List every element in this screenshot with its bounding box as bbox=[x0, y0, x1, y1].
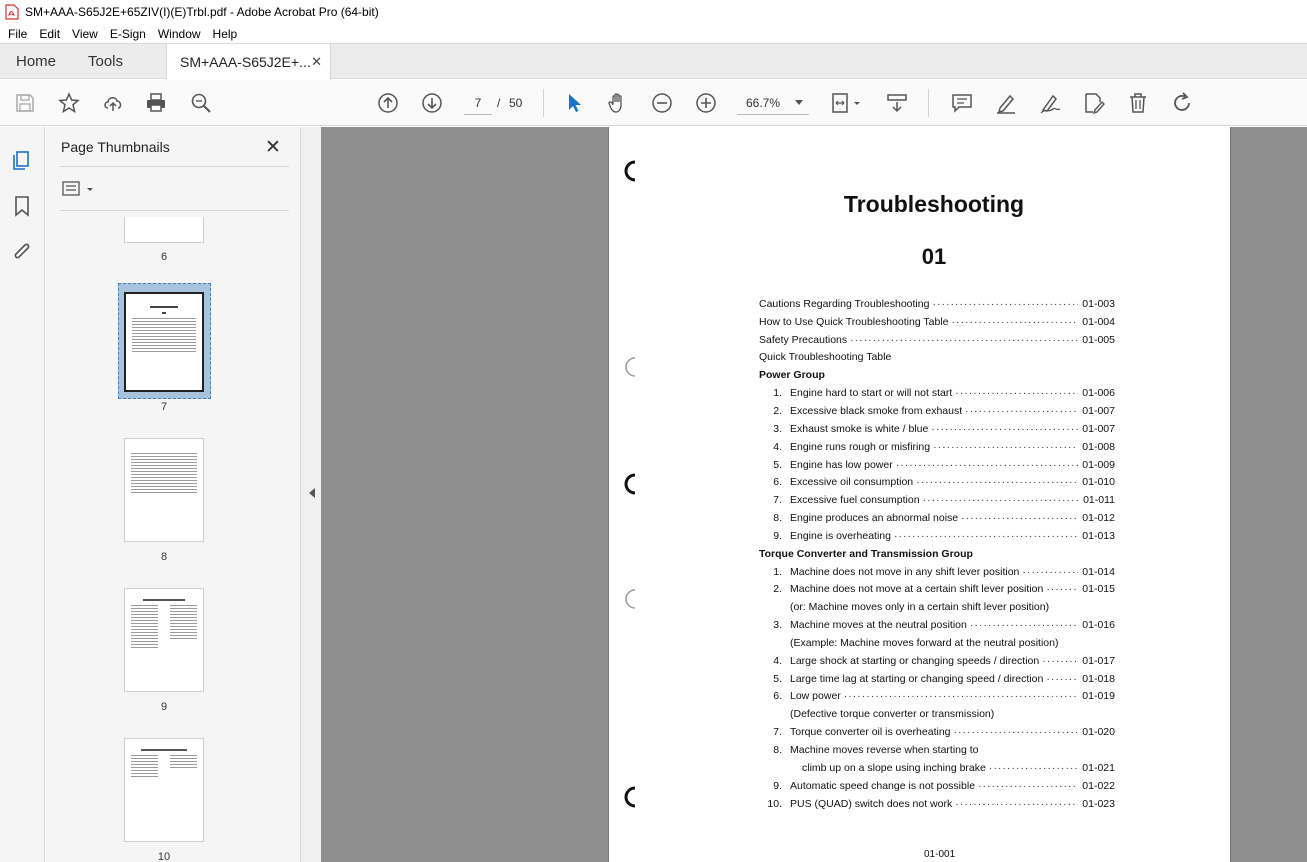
toc-item-title: Large shock at starting or changing speeds / direction bbox=[790, 654, 1040, 667]
toc-item-number: 6. bbox=[773, 690, 782, 703]
search-zoom-icon[interactable] bbox=[189, 91, 213, 115]
toolbar-divider bbox=[543, 89, 544, 117]
toc-page-ref: 01-016 bbox=[1082, 619, 1115, 632]
toc-item-title: Engine is overheating bbox=[790, 529, 891, 542]
close-tab-icon[interactable]: ✕ bbox=[311, 54, 322, 69]
toc-item-title: Torque Converter and Transmission Group bbox=[759, 547, 973, 560]
toc-item-title: Engine runs rough or misfiring bbox=[790, 440, 931, 453]
toc-leader-dots bbox=[1022, 566, 1078, 578]
thumbnail-page-9[interactable] bbox=[124, 588, 204, 692]
toc-item-title: Excessive fuel consumption bbox=[790, 494, 920, 507]
toc-item-title: (Defective torque converter or transmission) bbox=[790, 708, 995, 721]
toc-item-title: Machine moves at the neutral position bbox=[790, 619, 967, 632]
toc-page-ref: 01-008 bbox=[1082, 440, 1115, 453]
toolbar bbox=[0, 80, 1307, 126]
toc-row[interactable] bbox=[759, 723, 1115, 741]
pdf-page bbox=[608, 127, 1231, 862]
toc-item-title: Exhaust smoke is white / blue bbox=[790, 422, 929, 435]
comment-icon[interactable] bbox=[950, 91, 974, 115]
toc-row[interactable] bbox=[759, 616, 1115, 634]
toc-item-title: Engine has low power bbox=[790, 458, 893, 471]
page-number-input[interactable] bbox=[464, 91, 492, 115]
toc-page-ref: 01-015 bbox=[1082, 583, 1115, 596]
pdf-app-icon bbox=[5, 4, 19, 20]
thumbnail-page-7[interactable] bbox=[124, 292, 204, 392]
toc-item-number: 10. bbox=[767, 797, 782, 810]
toc-page-ref: 01-019 bbox=[1082, 690, 1115, 703]
toc-page-ref: 01-006 bbox=[1082, 387, 1115, 400]
menu-edit[interactable]: Edit bbox=[39, 26, 61, 41]
toc-page-ref: 01-021 bbox=[1082, 761, 1115, 774]
toc-item-title: Engine hard to start or will not start bbox=[790, 387, 953, 400]
toc-leader-dots bbox=[931, 423, 1078, 435]
toc-row[interactable] bbox=[759, 420, 1115, 438]
toc-row[interactable] bbox=[759, 795, 1115, 813]
toc-page-ref: 01-012 bbox=[1082, 512, 1115, 525]
highlight-pen-icon[interactable] bbox=[994, 91, 1018, 115]
toc-row[interactable] bbox=[759, 366, 1115, 384]
cloud-upload-icon[interactable] bbox=[101, 91, 125, 115]
next-page-icon[interactable] bbox=[420, 91, 444, 115]
toc-leader-dots bbox=[850, 334, 1078, 346]
toc-leader-dots bbox=[961, 512, 1078, 524]
toc-item-title: Machine does not move at a certain shift lever position bbox=[790, 583, 1044, 596]
toc-row[interactable] bbox=[759, 491, 1115, 509]
toc-row[interactable] bbox=[759, 705, 1115, 723]
toc-row[interactable] bbox=[759, 384, 1115, 402]
toc-row[interactable] bbox=[759, 295, 1115, 313]
thumbnail-page-8[interactable] bbox=[124, 438, 204, 542]
toc-leader-dots bbox=[978, 780, 1078, 792]
toc-leader-dots bbox=[965, 405, 1078, 417]
toc-row[interactable] bbox=[759, 331, 1115, 349]
zoom-level-dropdown[interactable] bbox=[737, 91, 809, 115]
bookmark-icon[interactable] bbox=[10, 194, 34, 218]
toc-item-title: Automatic speed change is not possible bbox=[790, 779, 976, 792]
toc-page-ref: 01-014 bbox=[1082, 565, 1115, 578]
toc-item-title: Machine does not move in any shift lever position bbox=[790, 565, 1020, 578]
toc-page-ref: 01-018 bbox=[1082, 672, 1115, 685]
divider bbox=[60, 210, 289, 211]
toc-row[interactable] bbox=[759, 349, 1115, 367]
page-title: Troubleshooting bbox=[843, 191, 1025, 217]
toc-leader-dots bbox=[1042, 655, 1078, 667]
thumbnail-page-number: 8 bbox=[160, 551, 168, 563]
toc-item-number: 4. bbox=[773, 440, 782, 453]
save-icon[interactable] bbox=[13, 91, 37, 115]
divider bbox=[60, 166, 289, 167]
toc-item-number: 3. bbox=[773, 619, 782, 632]
toc-leader-dots bbox=[844, 690, 1078, 702]
toc-item-title: Cautions Regarding Troubleshooting bbox=[759, 297, 930, 310]
thumbnails-panel-title: Page Thumbnails bbox=[61, 139, 170, 155]
toc-item-number: 5. bbox=[773, 458, 782, 471]
toc-item-title: Machine moves reverse when starting to bbox=[790, 744, 979, 757]
thumbnail-page-10[interactable] bbox=[124, 738, 204, 842]
thumbnail-page-6[interactable] bbox=[124, 217, 204, 243]
scroll-mode-icon[interactable] bbox=[885, 91, 909, 115]
toc-leader-dots bbox=[1046, 673, 1078, 685]
toc-row[interactable] bbox=[759, 509, 1115, 527]
page-fit-icon[interactable] bbox=[830, 91, 864, 115]
toc-row[interactable] bbox=[759, 759, 1115, 777]
toc-row[interactable] bbox=[759, 402, 1115, 420]
toc-page-ref: 01-003 bbox=[1082, 297, 1115, 310]
toc-row[interactable] bbox=[759, 313, 1115, 331]
toc-item-title: PUS (QUAD) switch does not work bbox=[790, 797, 953, 810]
thumbnails-panel bbox=[46, 127, 300, 862]
toc-item-title: Engine produces an abnormal noise bbox=[790, 512, 959, 525]
tab-bar bbox=[0, 43, 1307, 79]
toc-row[interactable] bbox=[759, 456, 1115, 474]
toc-item-number: 2. bbox=[773, 583, 782, 596]
toc-leader-dots bbox=[932, 298, 1078, 310]
document-viewer[interactable] bbox=[321, 127, 1307, 862]
toc-row[interactable] bbox=[759, 527, 1115, 545]
panel-collapse-splitter[interactable] bbox=[300, 127, 321, 862]
title-bar bbox=[0, 0, 1307, 24]
previous-page-icon[interactable] bbox=[376, 91, 400, 115]
toc-leader-dots bbox=[955, 387, 1078, 399]
select-cursor-icon[interactable] bbox=[562, 91, 586, 115]
delete-trash-icon[interactable] bbox=[1126, 91, 1150, 115]
toc-item-number: 5. bbox=[773, 672, 782, 685]
toc-row[interactable] bbox=[759, 777, 1115, 795]
menu-bar bbox=[0, 24, 1307, 43]
zoom-level-value: 66.7% bbox=[746, 96, 781, 110]
toc-page-ref: 01-022 bbox=[1082, 779, 1115, 792]
rotate-icon[interactable] bbox=[1170, 91, 1194, 115]
toc-page-ref: 01-011 bbox=[1083, 494, 1115, 507]
toc-leader-dots bbox=[896, 459, 1078, 471]
toc-item-title: Safety Precautions bbox=[759, 333, 848, 346]
thumbnail-page-number: 7 bbox=[160, 401, 168, 413]
toolbar-divider bbox=[928, 89, 929, 117]
punch-hole-mark bbox=[623, 356, 639, 378]
toc-item-title: Quick Troubleshooting Table bbox=[759, 351, 892, 364]
toc-item-number: 7. bbox=[773, 726, 782, 739]
tab-home[interactable]: Home bbox=[16, 53, 57, 70]
page-thumbnails-icon[interactable] bbox=[10, 148, 34, 172]
toc-item-title: Excessive black smoke from exhaust bbox=[790, 404, 963, 417]
toc-item-title: climb up on a slope using inching brake bbox=[802, 761, 986, 774]
toc-row[interactable] bbox=[759, 545, 1115, 563]
tab-document[interactable] bbox=[166, 44, 331, 80]
edit-pdf-icon[interactable] bbox=[1082, 91, 1106, 115]
thumbnail-options-menu[interactable] bbox=[62, 180, 94, 198]
toc-leader-dots bbox=[952, 316, 1079, 328]
page-total: 50 bbox=[509, 96, 523, 110]
toc-item-number: 9. bbox=[773, 779, 782, 792]
print-icon[interactable] bbox=[144, 91, 168, 115]
toc-page-ref: 01-010 bbox=[1082, 476, 1115, 489]
toc-page-ref: 01-009 bbox=[1082, 458, 1115, 471]
toc-page-ref: 01-007 bbox=[1082, 422, 1115, 435]
thumbnail-list bbox=[46, 217, 282, 862]
toc-page-ref: 01-023 bbox=[1082, 797, 1115, 810]
toc-item-number: 8. bbox=[773, 512, 782, 525]
toc-row[interactable] bbox=[759, 598, 1115, 616]
punch-hole-mark bbox=[623, 786, 639, 808]
chevron-down-icon bbox=[795, 100, 803, 105]
toc-row[interactable] bbox=[759, 688, 1115, 706]
toc-item-title: (Example: Machine moves forward at the neutral position) bbox=[790, 636, 1059, 649]
punch-hole-mark bbox=[623, 473, 639, 495]
toc-leader-dots bbox=[1046, 583, 1078, 595]
page-separator: / bbox=[497, 96, 501, 110]
toc-leader-dots bbox=[933, 441, 1078, 453]
toc-row[interactable] bbox=[759, 741, 1115, 759]
toc-item-number: 4. bbox=[773, 654, 782, 667]
toc-row[interactable] bbox=[759, 438, 1115, 456]
toc-row[interactable] bbox=[759, 670, 1115, 688]
toc-row[interactable] bbox=[759, 652, 1115, 670]
hand-tool-icon[interactable] bbox=[606, 91, 630, 115]
punch-hole-mark bbox=[623, 588, 639, 610]
toc-page-ref: 01-017 bbox=[1082, 654, 1115, 667]
star-bookmark-icon[interactable] bbox=[57, 91, 81, 115]
toc-item-number: 7. bbox=[773, 494, 782, 507]
toc-item-number: 3. bbox=[773, 422, 782, 435]
toc-item-title: Low power bbox=[790, 690, 841, 703]
toc-row[interactable] bbox=[759, 473, 1115, 491]
collapse-arrow-icon[interactable] bbox=[309, 488, 315, 498]
zoom-out-icon[interactable] bbox=[650, 91, 674, 115]
toc-page-ref: 01-013 bbox=[1082, 529, 1115, 542]
toc-item-number: 9. bbox=[773, 529, 782, 542]
toc-item-title: (or: Machine moves only in a certain shift lever position) bbox=[790, 601, 1050, 614]
toc-item-number: 1. bbox=[773, 387, 782, 400]
thumbnail-page-number: 10 bbox=[157, 851, 171, 862]
thumbnail-page-number: 9 bbox=[160, 701, 168, 713]
toc-leader-dots bbox=[916, 476, 1078, 488]
page-footer-number: 01-001 bbox=[924, 849, 956, 860]
punch-hole-mark bbox=[623, 160, 639, 182]
toc-item-number: 2. bbox=[773, 404, 782, 417]
zoom-in-icon[interactable] bbox=[694, 91, 718, 115]
table-of-contents bbox=[759, 295, 1115, 812]
toc-leader-dots bbox=[989, 762, 1078, 774]
toc-row[interactable] bbox=[759, 634, 1115, 652]
menu-esign[interactable]: E-Sign bbox=[109, 26, 146, 41]
toc-item-title: How to Use Quick Troubleshooting Table bbox=[759, 315, 949, 328]
menu-view[interactable]: View bbox=[72, 26, 98, 41]
tab-document-label: SM+AAA-S65J2E+... bbox=[180, 54, 311, 70]
toc-item-title: Large time lag at starting or changing speed / direction bbox=[790, 672, 1044, 685]
window-title: SM+AAA-S65J2E+65ZIV(I)(E)Trbl.pdf - Adobe Acrobat Pro (64-bit) bbox=[25, 5, 379, 19]
toc-leader-dots bbox=[970, 619, 1078, 631]
toc-page-ref: 01-007 bbox=[1082, 404, 1115, 417]
toc-item-title: Excessive oil consumption bbox=[790, 476, 914, 489]
toc-row[interactable] bbox=[759, 581, 1115, 599]
toc-leader-dots bbox=[955, 798, 1078, 810]
toc-page-ref: 01-005 bbox=[1082, 333, 1115, 346]
toc-page-ref: 01-020 bbox=[1082, 726, 1115, 739]
toc-item-title: Torque converter oil is overheating bbox=[790, 726, 951, 739]
menu-file[interactable]: File bbox=[8, 26, 28, 41]
toc-row[interactable] bbox=[759, 563, 1115, 581]
chapter-number: 01 bbox=[921, 244, 947, 269]
toc-item-number: 1. bbox=[773, 565, 782, 578]
menu-window[interactable]: Window bbox=[157, 26, 201, 41]
toc-leader-dots bbox=[954, 726, 1078, 738]
toc-leader-dots bbox=[894, 530, 1078, 542]
toc-item-number: 6. bbox=[773, 476, 782, 489]
menu-help[interactable]: Help bbox=[212, 26, 238, 41]
toc-item-title: Power Group bbox=[759, 369, 825, 382]
toc-page-ref: 01-004 bbox=[1082, 315, 1115, 328]
draw-signature-icon[interactable] bbox=[1038, 91, 1062, 115]
thumbnail-page-number: 6 bbox=[160, 251, 168, 263]
close-panel-icon[interactable]: ✕ bbox=[265, 137, 281, 158]
attachment-paperclip-icon[interactable] bbox=[10, 240, 34, 264]
toc-leader-dots bbox=[923, 494, 1078, 506]
left-rail bbox=[0, 127, 45, 862]
tab-tools[interactable]: Tools bbox=[88, 53, 124, 70]
toc-item-number: 8. bbox=[773, 744, 782, 757]
